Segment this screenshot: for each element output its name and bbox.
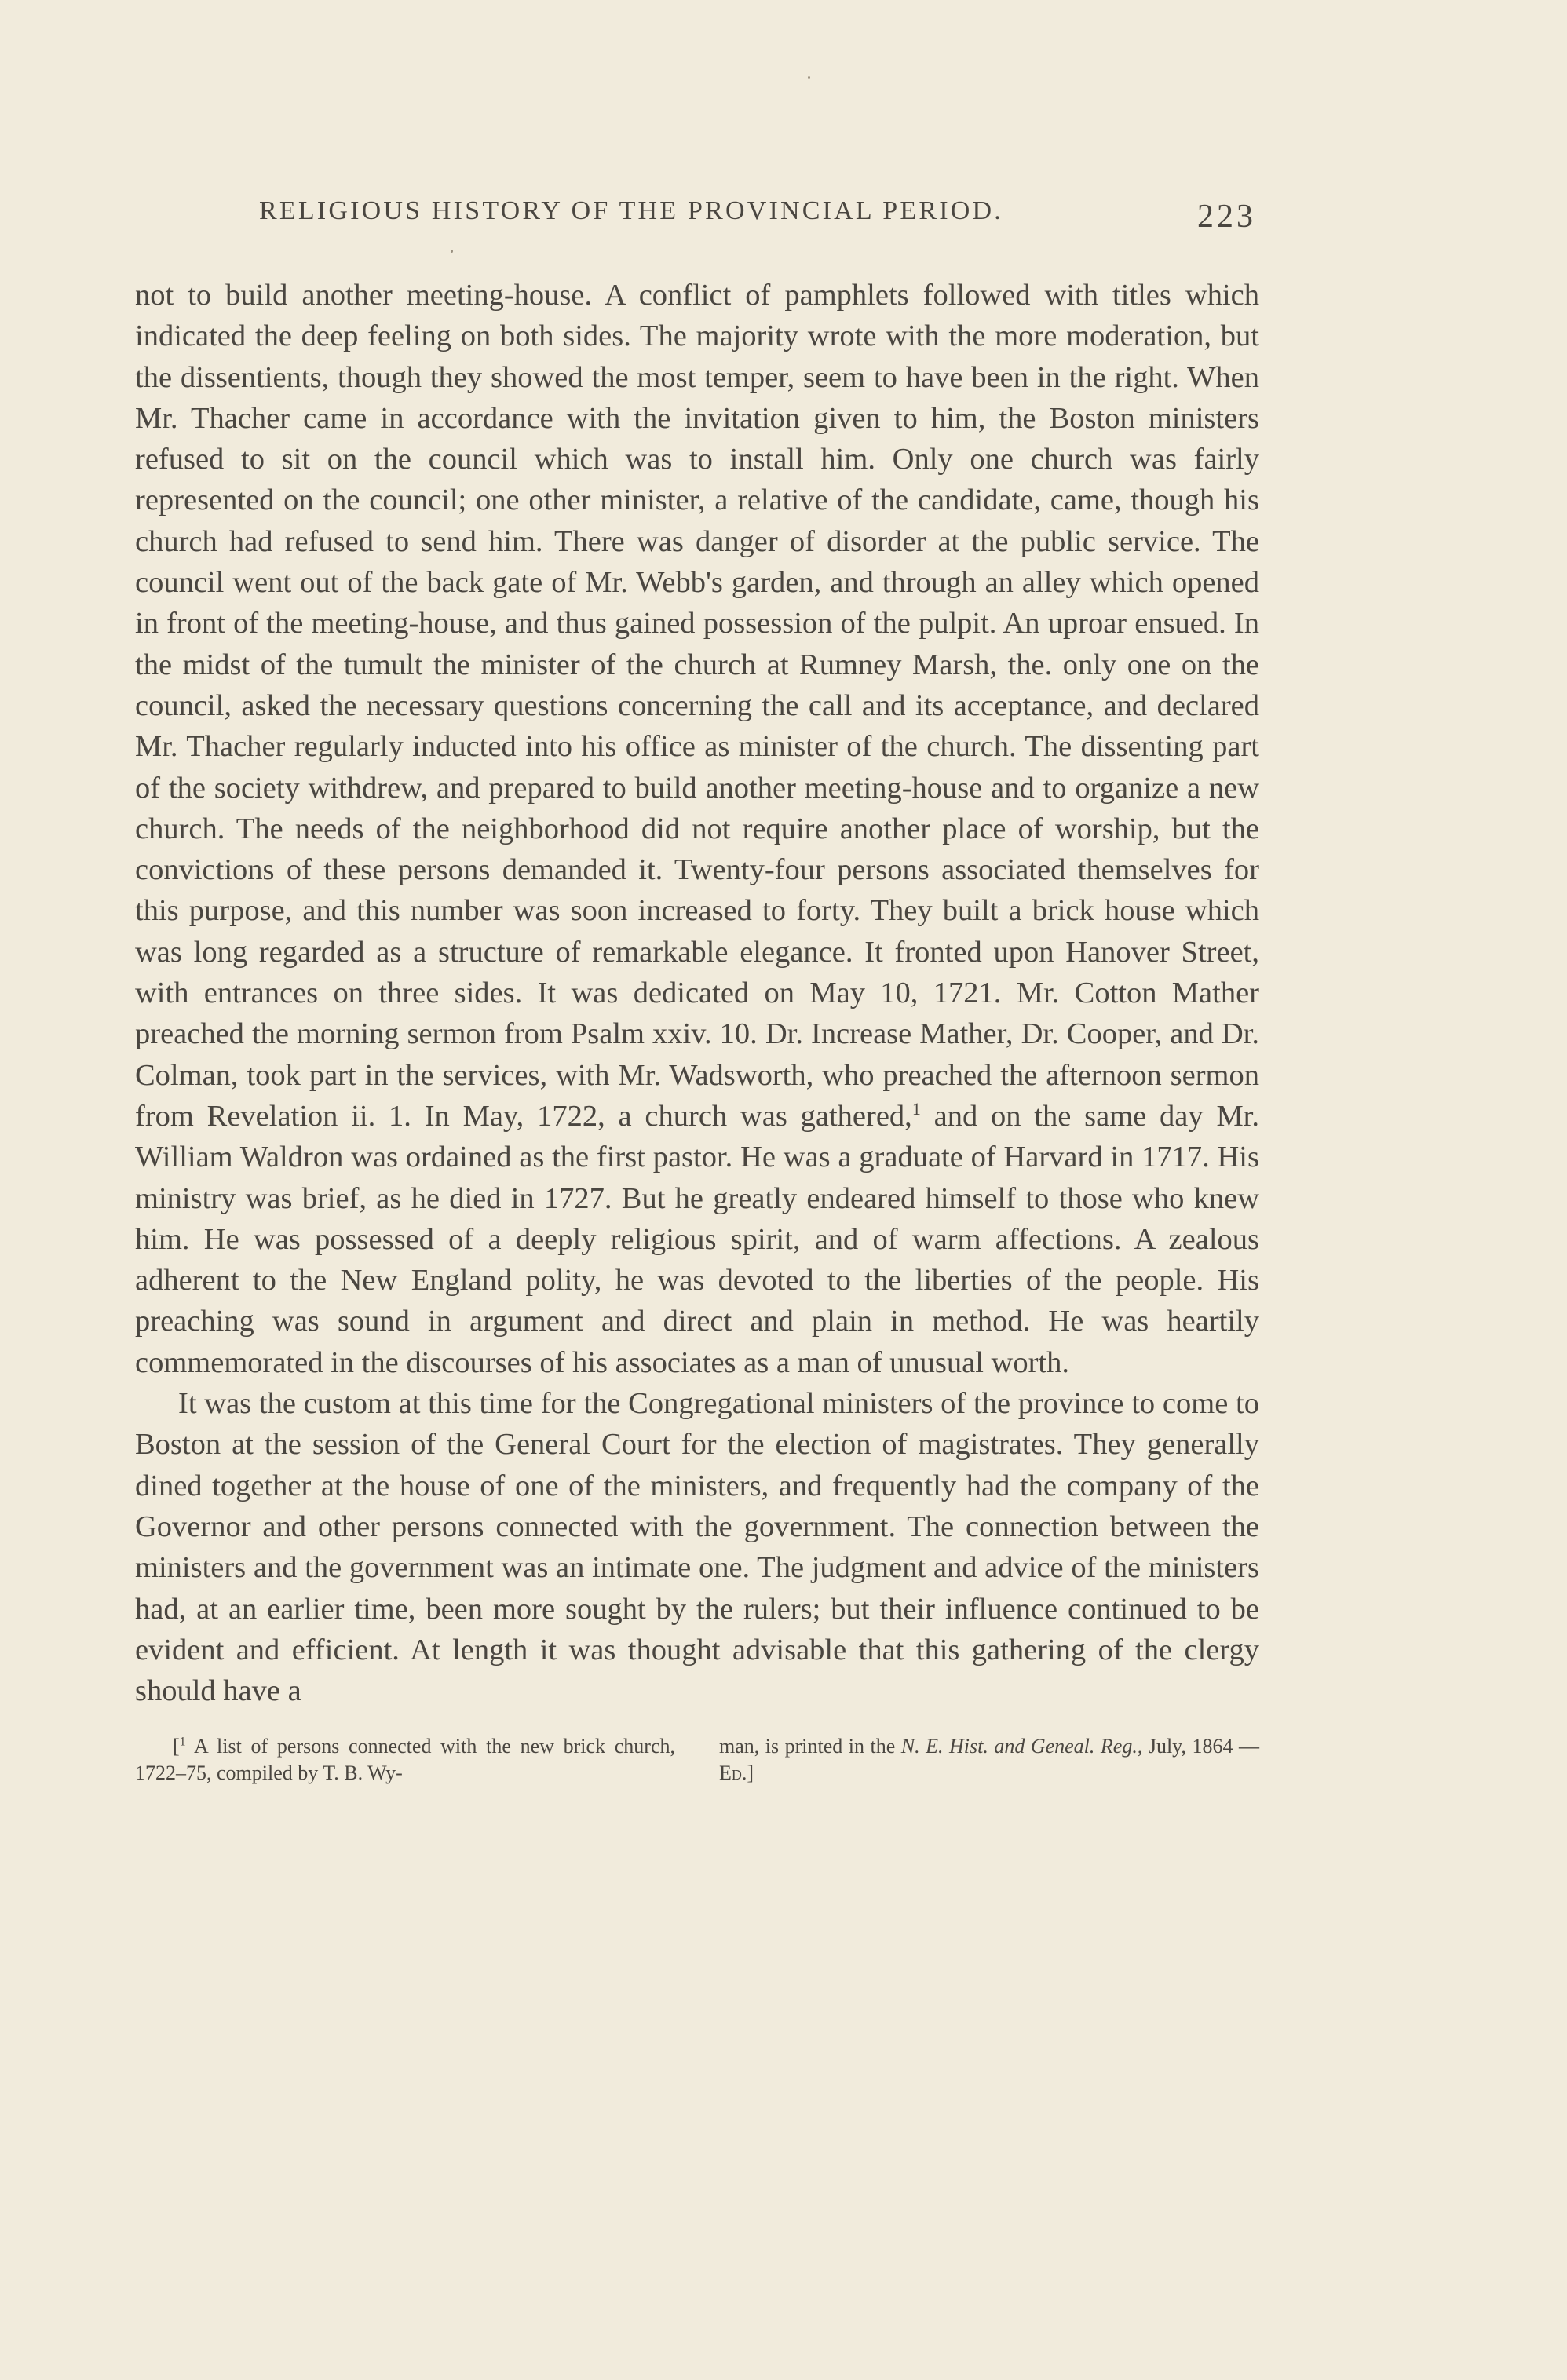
footnote-open-bracket: [ [173,1735,180,1758]
paragraph-1-text-continued: and on the same day Mr. William Waldron was ordained as the first pastor. He was a graduate of Harvard in 1717. His ministry was brief, as he died in 1727. But he greatly endeared himself to those who knew him. He was possessed of a deeply religious spirit, and of warm affections. A zealous adherent to the New England polity, he was devoted to the liberties of the people. His preaching was sound in argument and direct and plain in method. He was heartily commemorated in the discourses of his associates as a man of unusual worth. [135,1099,1259,1379]
footnote-journal-title: N. E. Hist. and Geneal. Reg. [900,1735,1138,1758]
page-number: 223 [1197,199,1256,235]
footnote-column-left [135,1733,675,1787]
paragraph-2: It was the custom at this time for the Congregational ministers of the province to come to Boston at the session of the General Court for the election of magistrates. They generally dined together at the house of one of the ministers, and frequently had the company of the Governor and other persons connected with the government. The connection between the ministers and the government was an intimate one. The judgment and advice of the ministers had, at an earlier time, been more sought by the rulers; but their influence continued to be evident and efficient. At length it was thought advisable that this gathering of the clergy should have a [135,1387,1259,1708]
footnote-number: 1 [179,1735,186,1749]
footnote-column-right [719,1733,1259,1787]
footnote-close-bracket: ] [747,1761,754,1784]
footnote-text-left: A list of persons connected with the new brick church, 1722–75, compiled by T. B. Wy- [135,1735,675,1784]
paragraph-1 [135,275,1259,1383]
footnote-editor-mark: Ed. [719,1761,747,1784]
footnote [135,1733,1259,1787]
paragraph-1-text: not to build another meeting-house. A conflict of pamphlets followed with titles which indicated the deep feeling on both sides. The majority wrote with the more moderation, but the dissentients, though they showed the most temper, seem to have been in the right. When Mr. Thacher came in accordance with the invitation given to him, the Boston ministers refused to sit on the council which was to install him. Only one church was fairly represented on the council; one other minister, a relative of the candidate, came, though his church had refused to send him. There was danger of disorder at the public service. The council went out of the back gate of Mr. Webb's garden, and through an alley which opened in front of the meeting-house, and thus gained possession of the pulpit. An uproar ensued. In the midst of the tumult the minister of the church at Rumney Marsh, the. only one on the council, asked the necessary questions concerning the call and its acceptance, and declared Mr. Thacher regularly inducted into his office as minister of the church. The dissenting part of the society withdrew, and prepared to build another meeting-house and to organize a new church. The needs of the neighborhood did not require another place of worship, but the convictions of these persons demanded it. Twenty-four persons associated themselves for this purpose, and this number was soon increased to forty. They built a brick house which was long regarded as a structure of remarkable elegance. It fronted upon Hanover Street, with entrances on three sides. It was dedicated on May 10, 1721. Mr. Cotton Mather preached the morning sermon from Psalm xxiv. 10. Dr. Increase Mather, Dr. Cooper, and Dr. Colman, took part in the services, with Mr. Wadsworth, who preached the afternoon sermon from Revelation ii. 1. In May, 1722, a church was gathered, [135,279,1259,1133]
footnote-text-right: man, is printed in the [719,1735,901,1758]
header-title: RELIGIOUS HISTORY OF THE PROVINCIAL PERIOD. [259,196,1003,225]
footnote-reference: 1 [911,1099,921,1119]
paper-speck [451,250,453,253]
running-header [259,196,1256,243]
footnote-date: , July, 1864 — [1137,1735,1259,1758]
body-text [135,275,1259,1711]
paper-speck [808,76,810,79]
